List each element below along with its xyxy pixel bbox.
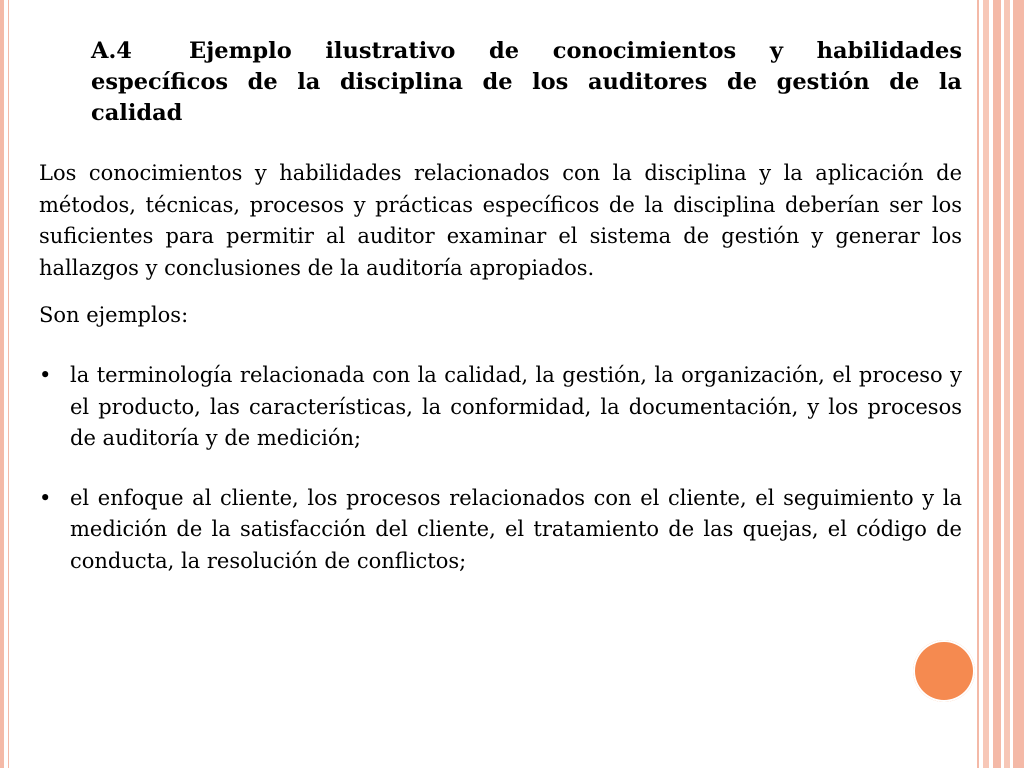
bullet-marker: • — [39, 363, 52, 387]
left-decorative-line — [8, 0, 9, 768]
title-text: Ejemplo ilustrativo de conocimientos y habilidades específicos de la disciplina de los auditores de gestión de la calidad — [91, 38, 962, 126]
right-decorative-stripe-2 — [983, 0, 989, 768]
right-decorative-stripe-4 — [1004, 0, 1010, 768]
example-list — [39, 360, 962, 605]
left-decorative-stripe — [0, 0, 4, 768]
list-item — [39, 483, 962, 578]
list-item-text: el enfoque al cliente, los procesos relacionados con el cliente, el seguimiento y la medición de la satisfacción del cliente, el tratamiento de las quejas, el código de conducta, la resolución de conflictos; — [70, 485, 962, 573]
list-item — [39, 360, 962, 455]
title-number: A.4 — [91, 38, 132, 64]
bullet-marker: • — [39, 485, 52, 510]
right-decorative-stripe-3 — [993, 0, 1001, 768]
slide-title — [91, 36, 962, 129]
list-item-text: la terminología relacionada con la calidad, la gestión, la organización, el proceso y el producto, las características, la conformidad, la documentación, y los procesos de auditoría y de medición; — [70, 363, 962, 450]
decorative-circle — [913, 640, 975, 702]
examples-heading: Son ejemplos: — [39, 303, 189, 327]
right-decorative-stripe-1 — [977, 0, 979, 768]
intro-paragraph: Los conocimientos y habilidades relacionados con la disciplina y la aplicación de métodos, técnicas, procesos y prácticas específicos de la disciplina deberían ser los suficientes para permitir al auditor examinar el sistema de gestión y generar los hallazgos y conclusiones de la auditoría apropiados. — [39, 161, 962, 280]
right-decorative-stripe-5 — [1013, 0, 1024, 768]
